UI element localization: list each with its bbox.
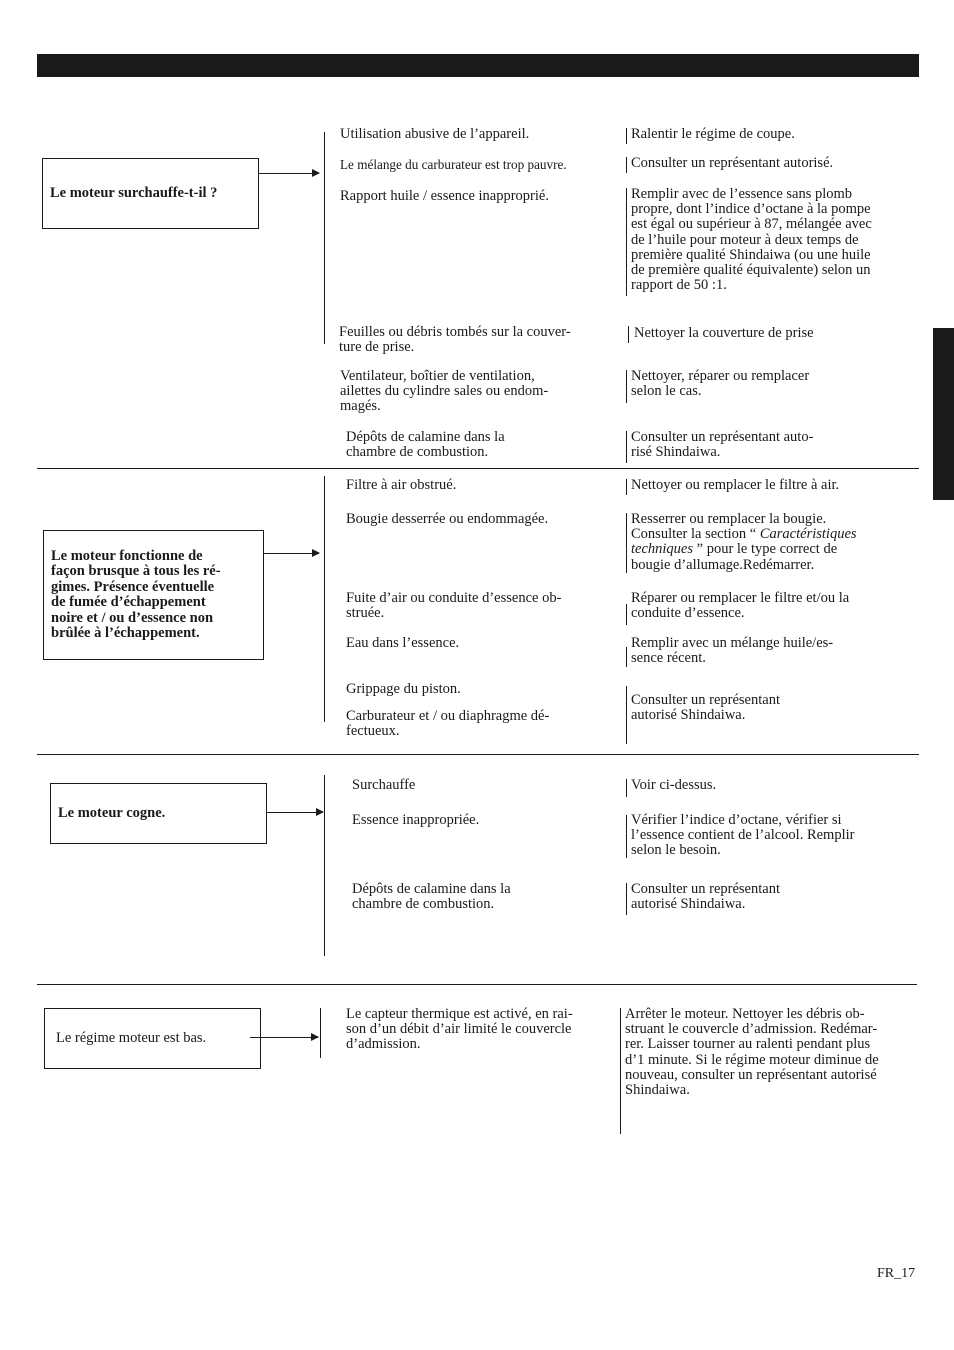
- remedy-text: Remplir avec un mélange huile/es- sence récent.: [631, 635, 834, 667]
- cause-text: Bougie desserrée ou endommagée.: [346, 511, 549, 527]
- remedy-text: Nettoyer la couverture de prise: [634, 325, 814, 341]
- cause-text: Dépôts de calamine dans la chambre de combustion.: [346, 429, 505, 461]
- cause-bracket: [320, 1008, 321, 1058]
- remedy-bracket: [626, 188, 627, 296]
- remedy-text: Consulter un représentant autorisé Shindaiwa.: [631, 881, 780, 913]
- section-divider: [37, 468, 919, 469]
- cause-text: Rapport huile / essence inapproprié.: [340, 188, 549, 204]
- arrow-icon: [264, 553, 319, 554]
- problem-text: Le moteur cogne.: [58, 804, 166, 821]
- remedy-bracket: [626, 604, 627, 625]
- arrow-icon: [259, 173, 319, 174]
- section-divider: [37, 754, 919, 755]
- remedy-text-part: ” pour le type correct de bougie d’allumage.Redémarrer.: [631, 541, 838, 573]
- cause-bracket: [324, 775, 325, 956]
- page-number: FR_17: [877, 1266, 916, 1281]
- cause-bracket: [324, 132, 325, 344]
- remedy-bracket: [626, 779, 627, 797]
- problem-text: Le moteur surchauffe-t-il ?: [50, 184, 218, 201]
- problem-line: façon brusque à tous les ré-: [51, 563, 221, 579]
- remedy-bracket: [626, 815, 627, 858]
- problem-line: Le moteur fonctionne de: [51, 547, 203, 564]
- remedy-text: Nettoyer, réparer ou remplacer selon le cas.: [631, 368, 810, 400]
- remedy-bracket: [628, 326, 629, 343]
- cause-text: Fuite d’air ou conduite d’essence ob- struée.: [346, 590, 562, 622]
- remedy-bracket: [626, 370, 627, 403]
- problem-line: de fumée d’échappement: [51, 594, 206, 610]
- remedy-text: Remplir avec de l’essence sans plomb propre, dont l’indice d’octane à la pompe est égal ou supérieur à 87, mélangée avec de l’huile pour moteur à deux temps de première qualité Shindaiwa (ou une huile de première qualité équivalente) selon un rapport de 50 :1.: [631, 186, 872, 294]
- section-tab: [933, 328, 954, 500]
- problem-box: [43, 530, 264, 660]
- header-bar: [37, 54, 919, 77]
- arrow-icon: [250, 1037, 318, 1038]
- cause-text: Eau dans l’essence.: [346, 635, 460, 651]
- remedy-text: Consulter un représentant autorisé Shindaiwa.: [631, 692, 780, 724]
- cause-text: Le mélange du carburateur est trop pauvre.: [340, 157, 567, 172]
- remedy-text: [631, 512, 857, 573]
- cause-text: Ventilateur, boîtier de ventilation, ailettes du cylindre sales ou endom- magés.: [340, 368, 549, 415]
- problem-line: gimes. Présence éventuelle: [51, 578, 215, 595]
- cause-text: Essence inappropriée.: [352, 812, 480, 828]
- remedy-bracket: [626, 513, 627, 573]
- problem-box: [42, 158, 259, 229]
- remedy-bracket: [626, 431, 627, 463]
- remedy-text: Nettoyer ou remplacer le filtre à air.: [631, 477, 840, 493]
- remedy-text-part: Resserrer ou remplacer la bougie. Consulter la section “: [631, 511, 827, 543]
- remedy-bracket: [626, 479, 627, 495]
- remedy-bracket: [626, 157, 627, 173]
- problem-box: [44, 1008, 261, 1069]
- remedy-text: Ralentir le régime de coupe.: [631, 126, 795, 142]
- remedy-text: Voir ci-dessus.: [631, 777, 717, 793]
- section-divider: [37, 984, 917, 985]
- remedy-text: Vérifier l’indice d’octane, vérifier si l’essence contient de l’alcool. Remplir selon le besoin.: [631, 812, 855, 859]
- remedy-text: Réparer ou remplacer le filtre et/ou la conduite d’essence.: [631, 590, 850, 622]
- problem-line: noire et / ou d’essence non: [51, 609, 214, 626]
- cause-bracket: [324, 476, 325, 722]
- problem-text: Le régime moteur est bas.: [56, 1029, 207, 1046]
- remedy-text-emphasis: Caractéristiques techniques: [631, 526, 857, 558]
- cause-text: Dépôts de calamine dans la chambre de combustion.: [352, 881, 511, 913]
- arrow-icon: [267, 812, 323, 813]
- remedy-bracket: [626, 883, 627, 915]
- remedy-text: Consulter un représentant autorisé.: [631, 155, 834, 171]
- remedy-text: Arrêter le moteur. Nettoyer les débris ob- struant le couvercle d’admission. Redémar- rer. Laisser tourner au ralenti pendant plus d’1 minute. Si le régime moteur diminue de nouveau, consulter un représentant autorisé Shindaiwa.: [625, 1006, 879, 1099]
- remedy-bracket: [626, 128, 627, 144]
- cause-text: Filtre à air obstrué.: [346, 477, 457, 493]
- problem-box: [50, 783, 267, 844]
- problem-text: [51, 549, 221, 642]
- remedy-bracket: [626, 647, 627, 667]
- problem-line: brûlée à l’échappement.: [51, 625, 200, 641]
- remedy-bracket: [626, 686, 627, 744]
- cause-text: Le capteur thermique est activé, en rai- son d’un débit d’air limité le couvercle d’admission.: [346, 1006, 573, 1053]
- cause-text: Feuilles ou débris tombés sur la couver- ture de prise.: [339, 324, 571, 356]
- remedy-text: Consulter un représentant auto- risé Shindaiwa.: [631, 429, 814, 461]
- cause-text: Surchauffe: [352, 777, 416, 793]
- remedy-bracket: [620, 1008, 621, 1134]
- cause-text: Utilisation abusive de l’appareil.: [340, 126, 530, 142]
- cause-text: Grippage du piston.: [346, 681, 461, 697]
- cause-text: Carburateur et / ou diaphragme dé- fectueux.: [346, 708, 550, 740]
